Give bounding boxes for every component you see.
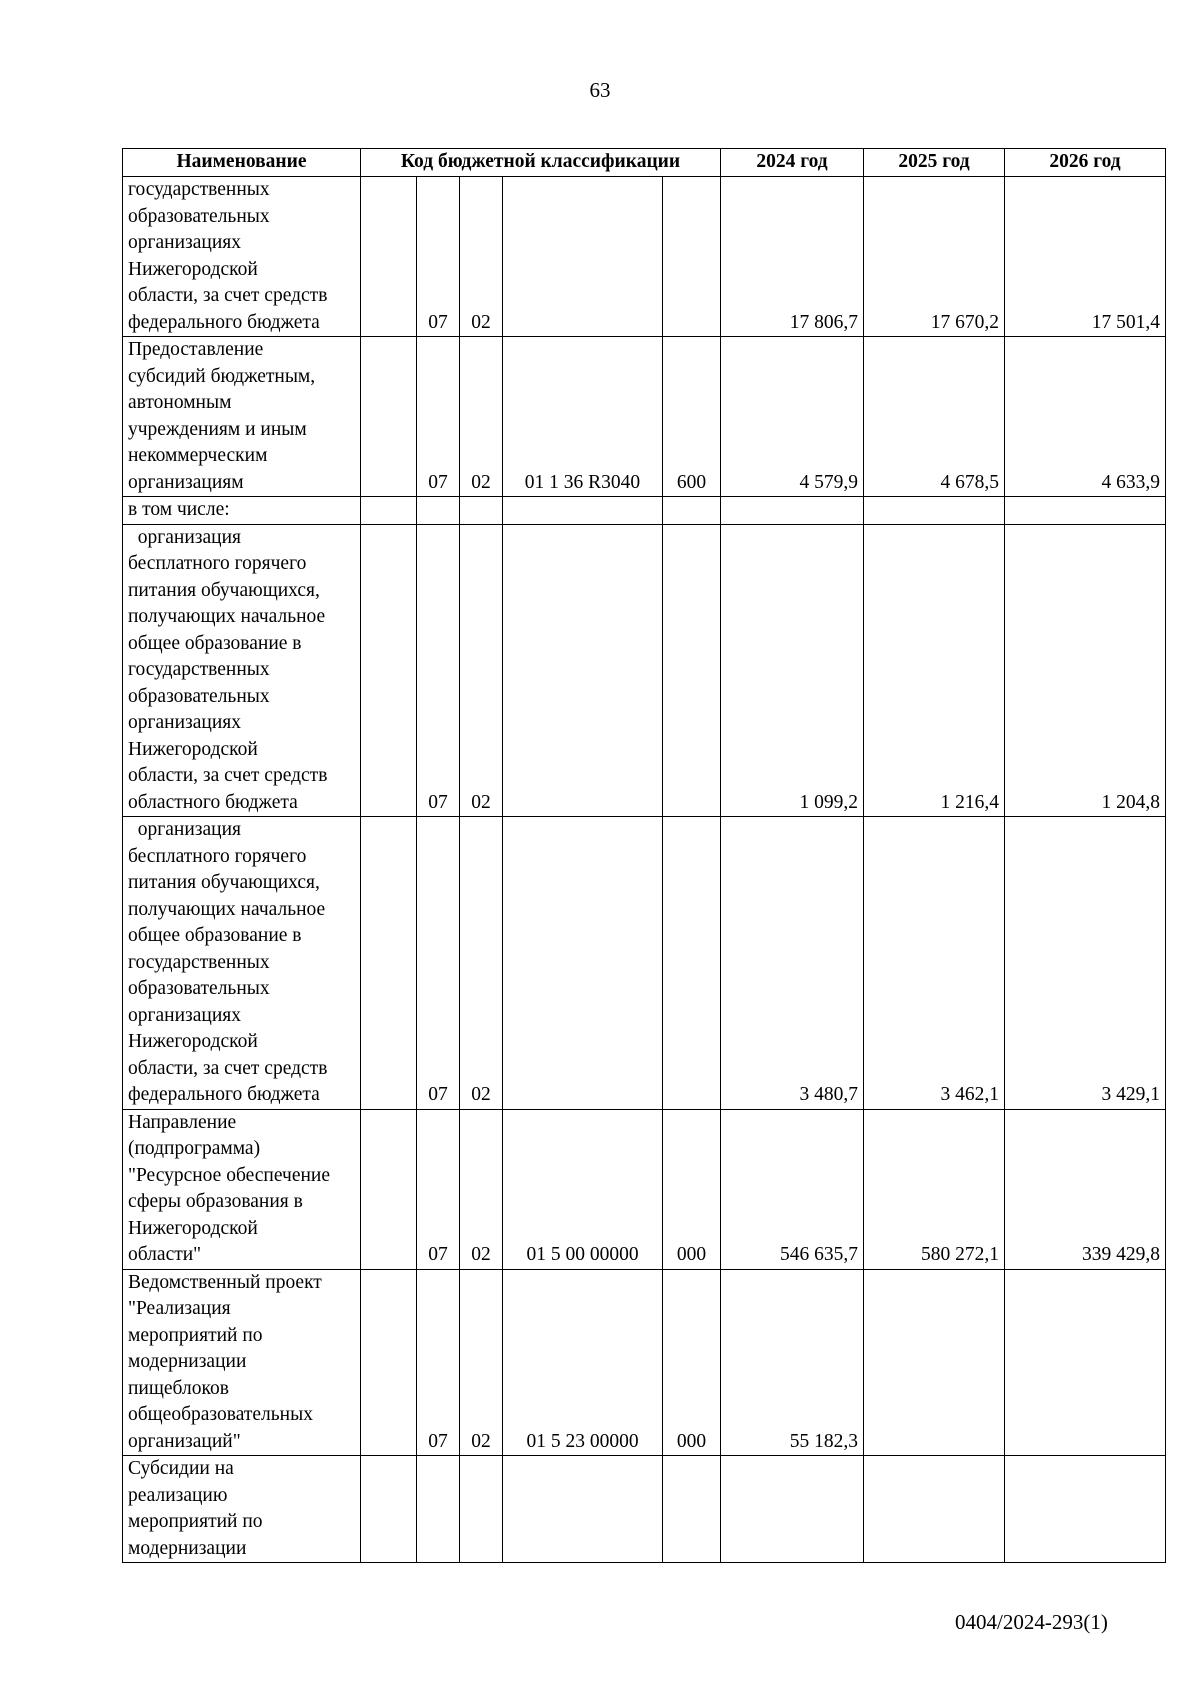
code-target [503,817,663,1110]
value-2025: 17 670,2 [864,177,1005,337]
code-subsection [460,1456,503,1563]
value-2026: 3 429,1 [1005,817,1166,1110]
code-section [417,497,460,525]
value-2024: 4 579,9 [721,337,864,497]
code-part-1 [361,524,417,817]
code-part-1 [361,1109,417,1269]
code-section: 07 [417,1269,460,1456]
value-2025: 3 462,1 [864,817,1005,1110]
code-target: 01 5 23 00000 [503,1269,663,1456]
value-2026 [1005,1456,1166,1563]
value-2025: 4 678,5 [864,337,1005,497]
row-name: Ведомственный проект "Реализация мероприятий по модернизации пищеблоков общеобразовательных организаций" [123,1269,361,1456]
header-2024: 2024 год [721,149,864,177]
code-subsection: 02 [460,177,503,337]
header-code: Код бюджетной классификации [361,149,721,177]
row-name: Субсидии на реализацию мероприятий по модернизации [123,1456,361,1563]
header-row [123,149,1166,177]
value-2024 [721,497,864,525]
code-subsection: 02 [460,337,503,497]
value-2025 [864,497,1005,525]
code-section: 07 [417,524,460,817]
code-section: 07 [417,337,460,497]
code-section [417,1456,460,1563]
value-2024: 3 480,7 [721,817,864,1110]
code-target [503,524,663,817]
value-2026: 339 429,8 [1005,1109,1166,1269]
row-name: Направление (подпрограмма) "Ресурсное обеспечение сферы образования в Нижегородской области" [123,1109,361,1269]
code-expense-type: 000 [663,1269,721,1456]
row-name: в том числе: [123,497,361,525]
table-row [123,817,1166,1110]
code-section: 07 [417,817,460,1110]
code-target: 01 1 36 R3040 [503,337,663,497]
value-2024: 546 635,7 [721,1109,864,1269]
value-2025: 1 216,4 [864,524,1005,817]
row-name: организация бесплатного горячего питания обучающихся, получающих начальное общее образование в государственных образовательных организациях Нижегородской области, за счет средств областного бюджета [123,524,361,817]
page-number: 63 [589,78,611,102]
code-expense-type: 600 [663,337,721,497]
code-subsection: 02 [460,524,503,817]
code-part-1 [361,337,417,497]
value-2026 [1005,1269,1166,1456]
value-2026: 17 501,4 [1005,177,1166,337]
code-subsection [460,497,503,525]
table-row [123,1109,1166,1269]
code-target [503,1456,663,1563]
code-part-1 [361,817,417,1110]
code-expense-type [663,1456,721,1563]
row-name: организация бесплатного горячего питания обучающихся, получающих начальное общее образование в государственных образовательных организациях Нижегородской области, за счет средств федерального бюджета [123,817,361,1110]
value-2024 [721,1456,864,1563]
table-row [123,1269,1166,1456]
budget-table [122,148,1166,1563]
header-2026: 2026 год [1005,149,1166,177]
table-row [123,177,1166,337]
code-expense-type [663,524,721,817]
value-2024: 55 182,3 [721,1269,864,1456]
value-2025 [864,1456,1005,1563]
value-2026: 4 633,9 [1005,337,1166,497]
code-subsection: 02 [460,1109,503,1269]
document-code: 0404/2024-293(1) [955,1610,1108,1634]
code-target [503,177,663,337]
code-part-1 [361,1269,417,1456]
row-name: государственных образовательных организациях Нижегородской области, за счет средств федерального бюджета [123,177,361,337]
code-part-1 [361,1456,417,1563]
code-subsection: 02 [460,817,503,1110]
value-2025 [864,1269,1005,1456]
value-2026: 1 204,8 [1005,524,1166,817]
code-expense-type [663,817,721,1110]
table-row [123,497,1166,525]
code-part-1 [361,177,417,337]
code-expense-type [663,177,721,337]
table-row [123,524,1166,817]
value-2024: 1 099,2 [721,524,864,817]
code-expense-type [663,497,721,525]
value-2024: 17 806,7 [721,177,864,337]
code-target: 01 5 00 00000 [503,1109,663,1269]
code-section: 07 [417,177,460,337]
code-target [503,497,663,525]
header-2025: 2025 год [864,149,1005,177]
value-2026 [1005,497,1166,525]
table-row [123,337,1166,497]
code-section: 07 [417,1109,460,1269]
header-name: Наименование [123,149,361,177]
code-expense-type: 000 [663,1109,721,1269]
code-subsection: 02 [460,1269,503,1456]
value-2025: 580 272,1 [864,1109,1005,1269]
code-part-1 [361,497,417,525]
table-row [123,1456,1166,1563]
row-name: Предоставление субсидий бюджетным, автономным учреждениям и иным некоммерческим организациям [123,337,361,497]
